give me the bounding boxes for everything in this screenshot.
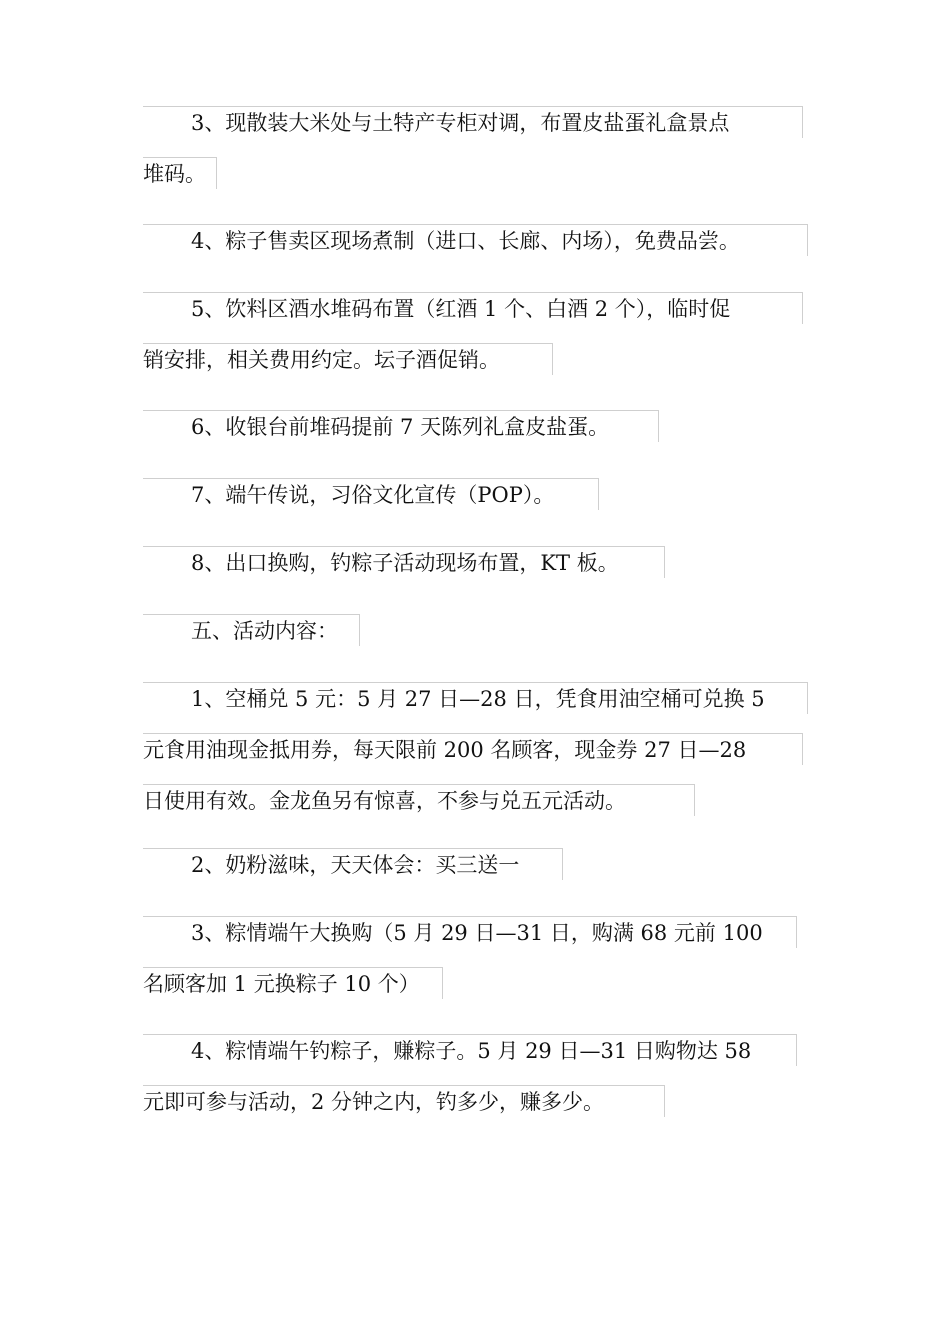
paragraph-line: 8、出口换购，钓粽子活动现场布置，KT 板。: [143, 546, 665, 578]
paragraph-line: 元即可参与活动，2 分钟之内，钓多少，赚多少。: [143, 1085, 665, 1117]
paragraph-layout-7: [143, 478, 808, 529]
paragraph-layout-5: [143, 292, 808, 394]
paragraph-activity-1: [143, 682, 808, 835]
paragraph-line: 6、收银台前堆码提前 7 天陈列礼盒皮盐蛋。: [143, 410, 659, 442]
paragraph-activity-2: [143, 848, 808, 899]
paragraph-line: 堆码。: [143, 157, 217, 189]
paragraph-line: 元食用油现金抵用券，每天限前 200 名顾客，现金券 27 日—28: [143, 733, 803, 765]
paragraph-line: 名顾客加 1 元换粽子 10 个）: [143, 967, 443, 999]
paragraph-line: 日使用有效。金龙鱼另有惊喜，不参与兑五元活动。: [143, 784, 695, 816]
paragraph-layout-6: [143, 410, 808, 461]
paragraph-activity-4: [143, 1034, 808, 1136]
paragraph-line: 5、饮料区酒水堆码布置（红酒 1 个、白酒 2 个），临时促: [143, 292, 803, 324]
paragraph-line: 7、端午传说，习俗文化宣传（POP）。: [143, 478, 599, 510]
paragraph-line: 4、粽子售卖区现场煮制（进口、长廊、内场），免费品尝。: [143, 224, 808, 256]
paragraph-line: 4、粽情端午钓粽子，赚粽子。5 月 29 日—31 日购物达 58: [143, 1034, 797, 1066]
paragraph-layout-4: [143, 224, 808, 275]
paragraph-activity-3: [143, 916, 808, 1018]
paragraph-line: 销安排，相关费用约定。坛子酒促销。: [143, 343, 553, 375]
section-heading-activity-content: [143, 614, 808, 665]
paragraph-line: 3、现散装大米处与土特产专柜对调，布置皮盐蛋礼盒景点: [143, 106, 803, 138]
paragraph-layout-8: [143, 546, 808, 597]
paragraph-line: 3、粽情端午大换购（5 月 29 日—31 日，购满 68 元前 100: [143, 916, 797, 948]
paragraph-line: 1、空桶兑 5 元：5 月 27 日—28 日，凭食用油空桶可兑换 5: [143, 682, 808, 714]
paragraph-line: 2、奶粉滋味，天天体会：买三送一: [143, 848, 563, 880]
paragraph-layout-3: [143, 106, 808, 208]
paragraph-line: 五、活动内容：: [143, 614, 360, 646]
